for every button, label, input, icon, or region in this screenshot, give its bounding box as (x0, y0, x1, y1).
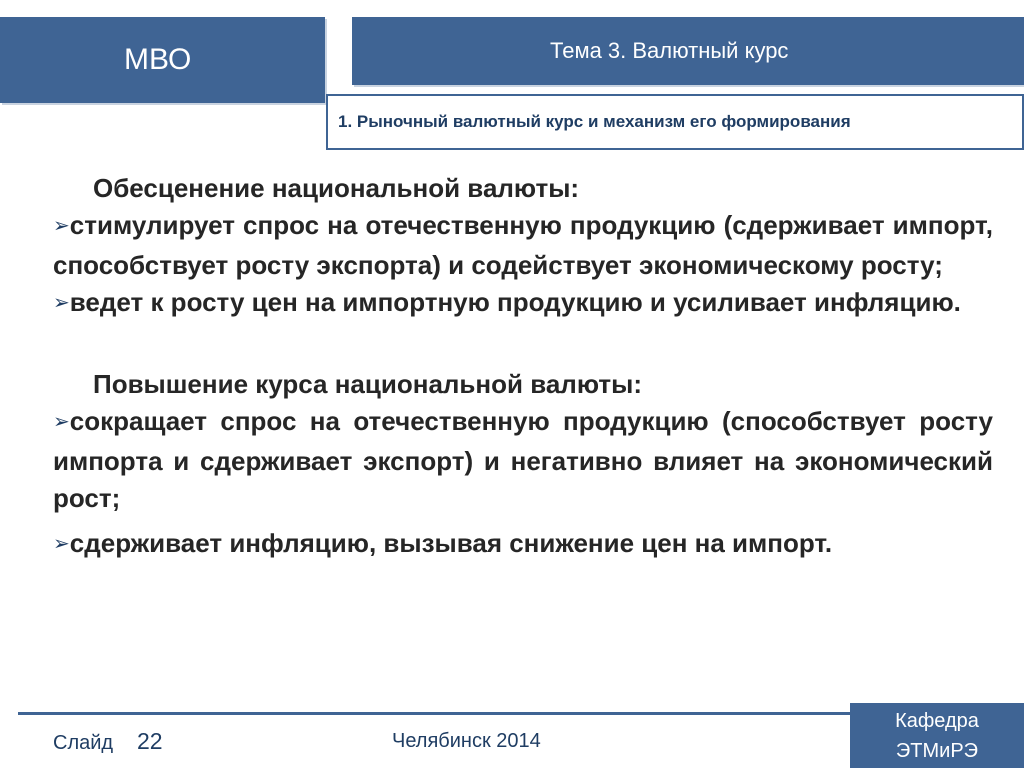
course-title: МВО (124, 43, 192, 76)
bullet-text: ведет к росту цен на импортную продукцию и усиливает инфляцию. (69, 287, 961, 317)
depreciation-bullet-1 (53, 207, 993, 284)
department-line-1: Кафедра (895, 709, 979, 732)
arrow-bullet-icon: ➢ (53, 533, 70, 555)
spacer (53, 517, 993, 525)
topic-title-box (352, 17, 1024, 85)
appreciation-bullet-1 (53, 403, 993, 517)
bullet-text: стимулирует спрос на отечественную продукцию (сдерживает импорт, способствует росту экспорта) и содействует экономическому росту; (53, 210, 993, 280)
depreciation-heading: Обесценение национальной валюты: (93, 173, 580, 203)
appreciation-bullet-2 (53, 525, 993, 565)
section-title-box (326, 94, 1024, 150)
city-year: Челябинск 2014 (392, 730, 541, 752)
footer-divider (18, 712, 850, 715)
arrow-bullet-icon: ➢ (53, 215, 70, 237)
bullet-text: сдерживает инфляцию, вызывая снижение цен на импорт. (69, 528, 833, 558)
bullet-text: сокращает спрос на отечественную продукцию (способствует росту импорта и сдерживает экспорт) и негативно влияет на экономический рост; (53, 406, 993, 513)
slide-content (53, 170, 993, 565)
slide-label: Слайд (53, 732, 114, 754)
depreciation-bullet-2 (53, 284, 993, 324)
section-title: 1. Рыночный валютный курс и механизм его формирования (338, 112, 851, 131)
course-title-box (0, 17, 325, 103)
appreciation-heading: Повышение курса национальной валюты: (93, 369, 642, 399)
topic-title: Тема 3. Валютный курс (550, 38, 789, 63)
department-box (850, 703, 1024, 768)
department-line-2: ЭТМиРЭ (895, 739, 979, 762)
arrow-bullet-icon: ➢ (53, 292, 70, 314)
arrow-bullet-icon: ➢ (53, 411, 70, 433)
spacer (53, 324, 993, 366)
slide-number: 22 (137, 728, 163, 754)
